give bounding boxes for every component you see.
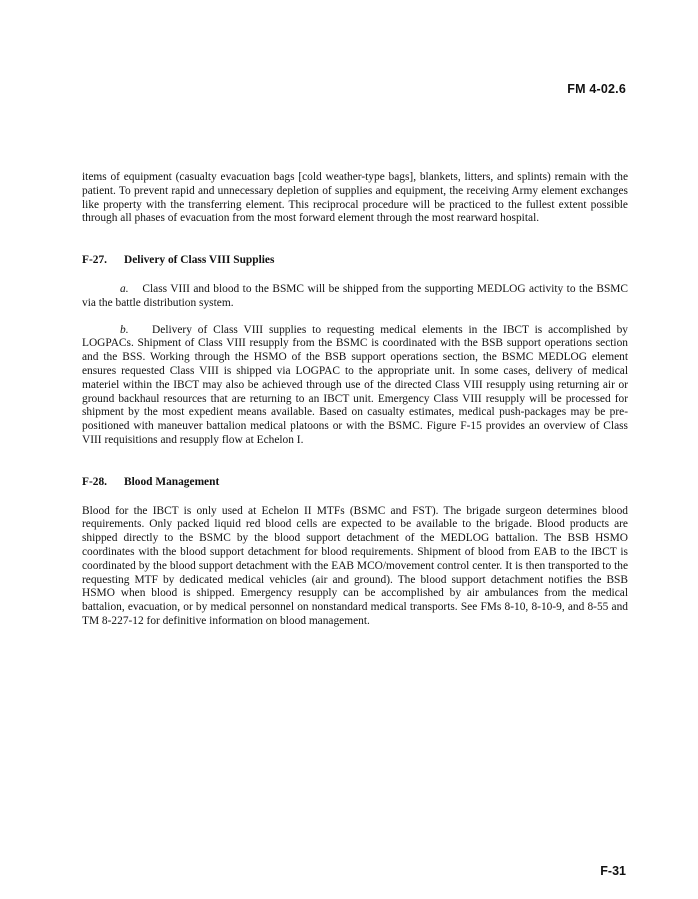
- continuation-paragraph: items of equipment (casualty evacuation bags [cold weather-type bags], blankets, litters, and splints) remain with the patient. To prevent rapid and unnecessary depletion of supplies and equipment, the receiving Army element exchanges like property with the transferring element. This reciprocal procedure will be practiced to the fullest extent possible through all phases of evacuation from the most forward element through the most rearward hospital.: [82, 171, 628, 225]
- paragraph-f27-b: [82, 324, 628, 448]
- section-title: Blood Management: [124, 475, 220, 488]
- document-body: [82, 171, 628, 629]
- section-number: F-28.: [82, 475, 107, 488]
- page-number: F-31: [600, 864, 626, 878]
- section-heading-f28: [82, 476, 628, 490]
- paragraph-marker: b.: [120, 323, 129, 336]
- page-header: FM 4-02.6: [567, 82, 626, 96]
- paragraph-text: Delivery of Class VIII supplies to requesting medical elements in the IBCT is accomplished by LOGPACs. Shipment of Class VIII resupply from the BSMC is coordinated with the BSB support operations section and the BSS. Working through the HSMO of the BSB support operations section, the BSMC MEDLOG element ensures requested Class VIII is shipped via LOGPAC to the appropriate unit. In some cases, delivery of medical materiel within the IBCT may also be achieved through use of the directed Class VIII resupply using returning air or ground backhaul resources that are returning to an IBCT unit. Emergency Class VIII resupply will be processed for shipment by the most expedient means available. Based on casualty estimates, medical push-packages may be pre-positioned with maneuver battalion medical platoons or with the BSMC. Figure F-15 provides an overview of Class VIII requisitions and resupply flow at Echelon I.: [82, 323, 628, 446]
- section-title: Delivery of Class VIII Supplies: [124, 254, 275, 267]
- paragraph-marker: a.: [120, 282, 129, 295]
- paragraph-f28: Blood for the IBCT is only used at Echelon II MTFs (BSMC and FST). The brigade surgeon determines blood requirements. Only packed liquid red blood cells are expected to be available to the brigade. Blood products are shipped directly to the BSMC by the blood support detachment of the MEDLOG battalion. The BSB HSMO coordinates with the blood support detachment for blood requirements. Shipment of blood from EAB to the IBCT is coordinated by the blood support detachment with the EAB MCO/movement control center. It is then transported to the requesting MTF by dedicated medical vehicles (air and ground). The blood support detachment notifies the BSB HSMO when blood is shipped. Emergency resupply can be accomplished by air ambulances from the medical battalion, evacuation, or by medical personnel on nonstandard medical transports. See FMs 8-10, 8-10-9, and 8-55 and TM 8-227-12 for definitive information on blood management.: [82, 504, 628, 627]
- paragraph-f27-a: [82, 283, 628, 311]
- section-number: F-27.: [82, 254, 107, 267]
- section-heading-f27: [82, 254, 628, 268]
- paragraph-text: Class VIII and blood to the BSMC will be shipped from the supporting MEDLOG activity to the BSMC via the battle distribution system.: [82, 282, 629, 309]
